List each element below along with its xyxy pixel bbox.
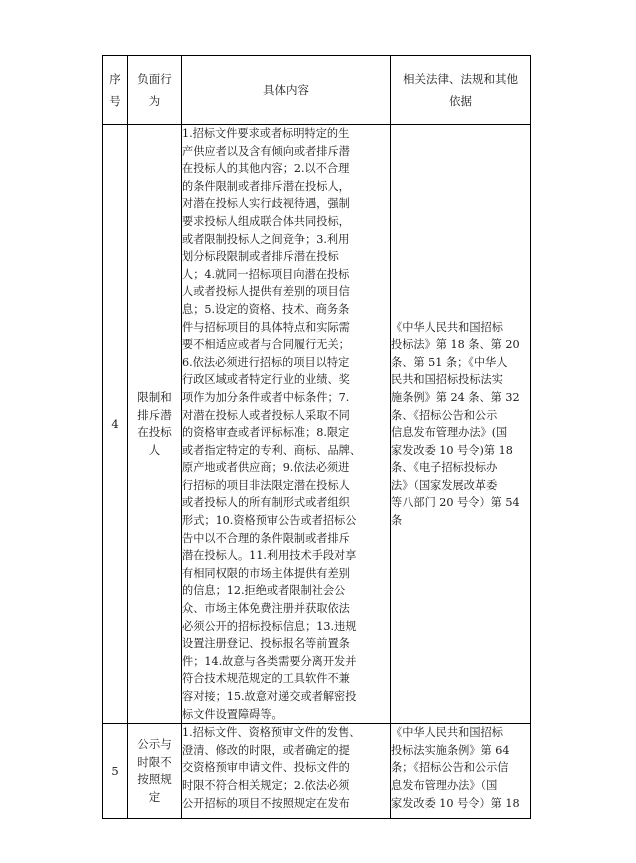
header-seq-line2: 号 [109,94,121,108]
row-seq: 4 [103,125,128,724]
table-row [103,125,531,724]
row-type: 限制和 排斥潜 在投标 人 [128,125,182,724]
header-seq-line1: 序 [109,72,121,86]
header-type [128,56,182,125]
row-law: 《中华人民共和国招标 投标法》第 18 条、第 20 条、第 51 条；《中华人 民共和国招标投标法实 施条例》第 24 条、第 32 条、《招标公告和公示 信息发布管理办法》(国 家发改委 10 号令)第 18 条、《电子招标投标办 法》（国家发展改革委 等八部门 20 号令）第 54 条 [391,125,531,724]
regulation-table [102,55,531,819]
row-law: 《中华人民共和国招标 投标法实施条例》第 64 条；《招标公告和公示信 息发布管理办法》（国 家发改委 10 号令）第 18 [391,724,531,819]
table-row [103,724,531,819]
header-content [182,56,391,125]
header-content-text: 具体内容 [263,83,309,97]
header-law-line2: 依据 [449,94,472,108]
header-type-line1: 负面行 [137,72,172,86]
row-content: 1.招标文件要求或者标明特定的生 产供应者以及含有倾向或者排斥潜 在投标人的其他内容；2.以不合理 的条件限制或者排斥潜在投标人， 对潜在投标人实行歧视待遇，强制 要求投标人组成联合体共同投标， 或者限制投标人之间竞争；3.利用 划分标段限制或者排斥潜在投标 人；4.就同一招标项目向潜在投标 人或者投标人提供有差别的项目信 息；5.设定的资格、技术、商务条 件与招标项目的具体特点和实际需 要不相适应或者与合同履行无关； 6.依法必须进行招标的项目以特定 行政区域或者特定行业的业绩、奖 项作为加分条件或者中标条件；7. 对潜在投标人或者投标人采取不同 的资格审查或者评标标准；8.限定 或者指定特定的专利、商标、品牌、 原产地或者供应商；9.依法必须进 行招标的项目非法限定潜在投标人 或者投标人的所有制形式或者组织 形式；10.资格预审公告或者招标公 告中以不合理的条件限制或者排斥 潜在投标人。11.利用技术手段对享 有相同权限的市场主体提供有差别 的信息；12.拒绝或者限制社会公 众、市场主体免费注册并获取依法 必须公开的招标投标信息；13.违规 设置注册登记、投标报名等前置条 件；14.故意与各类需要分离开发并 符合技术规范规定的工具软件不兼 容对接；15.故意对递交或者解密投 标文件设置障碍等。 [182,125,391,724]
header-law-line1: 相关法律、法规和其他 [403,72,518,86]
header-seq [103,56,128,125]
header-law [391,56,531,125]
table-header-row [103,56,531,125]
header-type-line2: 为 [148,94,161,108]
row-type: 公示与 时限不 按照规 定 [128,724,182,819]
row-seq: 5 [103,724,128,819]
row-content: 1.招标文件、资格预审文件的发售、 澄清、修改的时限，或者确定的提 交资格预审申请文件、投标文件的 时限不符合相关规定；2.依法必须 公开招标的项目不按照规定在发布 [182,724,391,819]
